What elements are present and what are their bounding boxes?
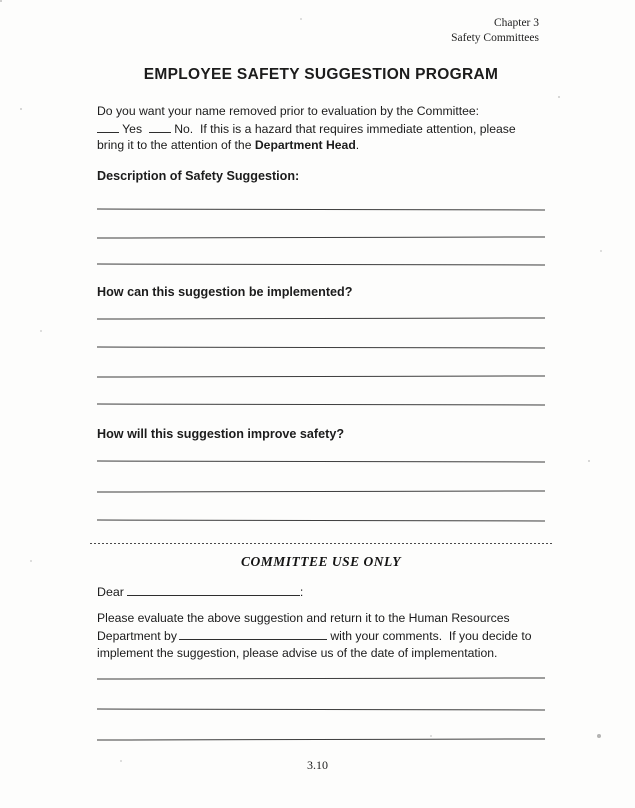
- committee-use-only-banner: COMMITTEE USE ONLY: [240, 554, 402, 569]
- writing-line: [97, 208, 545, 210]
- writing-line: [97, 317, 545, 319]
- writing-line: [97, 460, 545, 462]
- chapter-sublabel: Safety Committees: [451, 32, 539, 44]
- writing-line: [97, 738, 545, 740]
- intro-line2-text: No. If this is a hazard that requires immediate attention, please: [170, 121, 516, 136]
- dear-colon: :: [299, 585, 304, 599]
- implement-heading: How can this suggestion be implemented?: [97, 284, 353, 299]
- committee-para-line2-text: with your comments. If you decide to: [326, 629, 532, 643]
- writing-line: [97, 346, 545, 348]
- form-title: EMPLOYEE SAFETY SUGGESTION PROGRAM: [143, 66, 499, 83]
- department-head-bold: Department Head: [254, 138, 356, 152]
- writing-line: [97, 375, 545, 377]
- yes-checkbox-blank: [97, 120, 119, 133]
- scan-noise: [0, 0, 2, 2]
- no-checkbox-blank: [149, 120, 171, 133]
- chapter-label: Chapter 3: [493, 17, 539, 29]
- writing-line: [97, 519, 545, 521]
- intro-question: Do you want your name removed prior to evaluation by the Committee:: [97, 104, 480, 118]
- dear-label: Dear: [97, 585, 124, 599]
- writing-line: [97, 403, 545, 405]
- writing-line: [97, 709, 545, 711]
- committee-para-line3: implement the suggestion, please advise us of the date of implementation.: [97, 646, 498, 660]
- yes-label: Yes: [119, 121, 149, 136]
- intro-yes-no-line: [97, 120, 545, 138]
- description-heading: Description of Safety Suggestion:: [97, 168, 300, 183]
- improve-heading: How will this suggestion improve safety?: [97, 426, 345, 441]
- intro-line3: [97, 137, 545, 154]
- committee-para-line2: [97, 627, 545, 645]
- intro-paragraph: [97, 103, 545, 154]
- committee-para-line1: Please evaluate the above suggestion and return it to the Human Resources: [97, 611, 510, 625]
- department-by-label: Department by: [97, 629, 177, 643]
- return-date-blank: [179, 627, 327, 640]
- dear-line: [97, 583, 545, 599]
- intro-line3-text: bring it to the attention of the: [97, 138, 255, 152]
- form-content: [97, 0, 545, 740]
- writing-line: [97, 490, 545, 492]
- intro-line3-period: .: [355, 138, 360, 152]
- dear-name-blank: [127, 583, 300, 596]
- writing-line: [97, 263, 545, 265]
- page-number: 3.10: [307, 758, 328, 772]
- dashed-separator: [90, 543, 552, 545]
- writing-line: [97, 677, 545, 679]
- committee-paragraph: [97, 610, 545, 662]
- writing-line: [97, 236, 545, 238]
